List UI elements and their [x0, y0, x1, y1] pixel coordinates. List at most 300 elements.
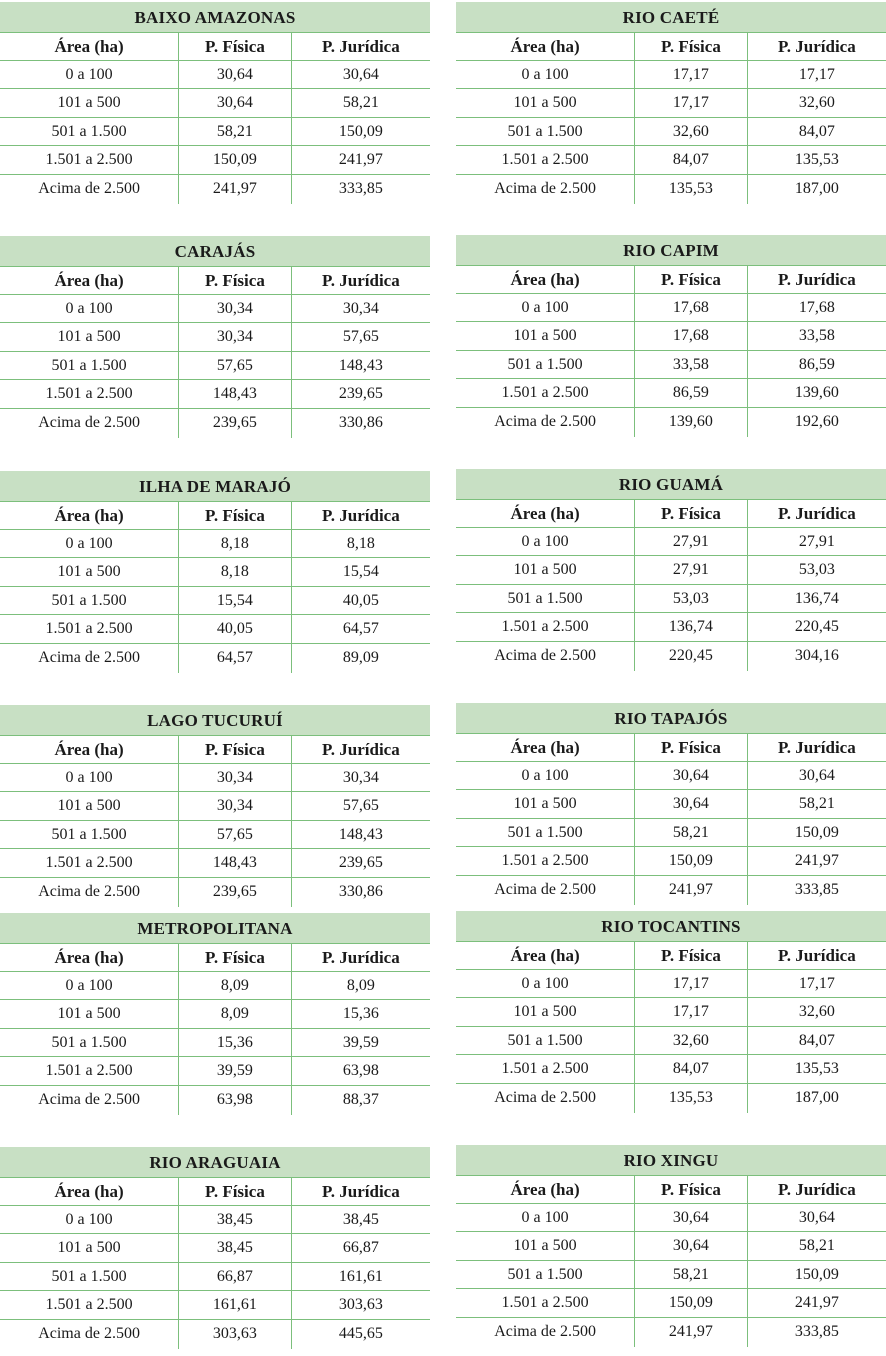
area-range-cell: 0 a 100 [65, 976, 113, 994]
region-table [456, 911, 886, 1113]
pessoa-juridica-cell: 239,65 [291, 380, 430, 408]
header-row [456, 32, 886, 61]
header-pessoa-juridica: P. Jurídica [747, 500, 886, 527]
header-pessoa-fisica: P. Física [634, 1176, 746, 1203]
pessoa-juridica-cell: 53,03 [747, 556, 886, 584]
pessoa-fisica-cell: 239,65 [178, 878, 290, 907]
pessoa-fisica-cell: 39,59 [178, 1057, 290, 1085]
pessoa-fisica-cell: 161,61 [178, 1291, 290, 1319]
pessoa-juridica-cell: 40,05 [291, 587, 430, 615]
pessoa-fisica-cell: 64,57 [178, 644, 290, 673]
table-row [0, 352, 430, 381]
pessoa-juridica-cell: 17,68 [747, 294, 886, 322]
table-row [456, 322, 886, 351]
table-row [456, 89, 886, 118]
pessoa-fisica-cell: 33,58 [634, 351, 746, 379]
region-table [0, 913, 430, 1115]
table-row [456, 146, 886, 175]
pessoa-fisica-cell: 27,91 [634, 528, 746, 556]
area-range-cell: 501 a 1.500 [507, 823, 583, 841]
pessoa-juridica-cell: 136,74 [747, 585, 886, 613]
area-range-cell: 1.501 a 2.500 [45, 385, 133, 403]
pessoa-fisica-cell: 58,21 [634, 1261, 746, 1289]
pessoa-juridica-cell: 64,57 [291, 615, 430, 643]
pessoa-fisica-cell: 30,34 [178, 792, 290, 820]
area-range-cell: 1.501 a 2.500 [45, 854, 133, 872]
area-range-cell: 101 a 500 [513, 561, 577, 579]
pessoa-fisica-cell: 8,09 [178, 1000, 290, 1028]
header-row [456, 941, 886, 970]
pessoa-fisica-cell: 17,17 [634, 89, 746, 117]
header-row [0, 501, 430, 530]
pessoa-fisica-cell: 135,53 [634, 1084, 746, 1113]
pessoa-fisica-cell: 57,65 [178, 352, 290, 380]
table-row [0, 61, 430, 90]
table-row [456, 528, 886, 557]
pessoa-juridica-cell: 139,60 [747, 379, 886, 407]
area-range-cell: 101 a 500 [57, 1239, 121, 1257]
pessoa-juridica-cell: 33,58 [747, 322, 886, 350]
area-range-cell: 0 a 100 [65, 299, 113, 317]
area-range-cell: 1.501 a 2.500 [501, 1294, 589, 1312]
header-pessoa-fisica: P. Física [178, 944, 290, 971]
pessoa-juridica-cell: 88,37 [291, 1086, 430, 1115]
pessoa-juridica-cell: 32,60 [747, 89, 886, 117]
table-row [0, 878, 430, 907]
region-table [456, 2, 886, 204]
table-row [0, 295, 430, 324]
pessoa-fisica-cell: 241,97 [178, 175, 290, 204]
header-pessoa-fisica: P. Física [178, 1178, 290, 1205]
area-range-cell: 101 a 500 [513, 1237, 577, 1255]
pessoa-fisica-cell: 15,54 [178, 587, 290, 615]
area-range-cell: 101 a 500 [57, 563, 121, 581]
area-range-cell: 101 a 500 [513, 327, 577, 345]
pessoa-fisica-cell: 32,60 [634, 1027, 746, 1055]
area-range-cell: 1.501 a 2.500 [501, 151, 589, 169]
table-row [0, 1291, 430, 1320]
table-row [456, 819, 886, 848]
area-range-cell: 501 a 1.500 [51, 1267, 127, 1285]
pessoa-juridica-cell: 192,60 [747, 408, 886, 437]
table-row [456, 1055, 886, 1084]
pessoa-fisica-cell: 148,43 [178, 380, 290, 408]
table-row [0, 849, 430, 878]
pessoa-juridica-cell: 330,86 [291, 409, 430, 438]
region-table [456, 703, 886, 905]
pessoa-fisica-cell: 30,64 [178, 89, 290, 117]
region-table [0, 236, 430, 438]
pessoa-fisica-cell: 8,18 [178, 530, 290, 558]
table-row [456, 351, 886, 380]
table-title: CARAJÁS [0, 236, 430, 266]
pessoa-juridica-cell: 150,09 [747, 819, 886, 847]
area-range-cell: 0 a 100 [65, 1210, 113, 1228]
pessoa-fisica-cell: 241,97 [634, 1318, 746, 1347]
header-pessoa-fisica: P. Física [178, 267, 290, 294]
area-range-cell: Acima de 2.500 [38, 1090, 140, 1108]
pessoa-juridica-cell: 30,64 [747, 762, 886, 790]
table-row [456, 1318, 886, 1347]
header-pessoa-juridica: P. Jurídica [747, 33, 886, 60]
area-range-cell: 501 a 1.500 [507, 122, 583, 140]
table-row [456, 970, 886, 999]
area-range-cell: Acima de 2.500 [494, 880, 596, 898]
table-row [0, 175, 430, 204]
pessoa-juridica-cell: 17,17 [747, 61, 886, 89]
pessoa-juridica-cell: 89,09 [291, 644, 430, 673]
pessoa-fisica-cell: 139,60 [634, 408, 746, 437]
pessoa-fisica-cell: 241,97 [634, 876, 746, 905]
header-row [456, 1175, 886, 1204]
header-pessoa-fisica: P. Física [634, 500, 746, 527]
area-range-cell: 0 a 100 [521, 974, 569, 992]
header-pessoa-fisica: P. Física [634, 33, 746, 60]
pessoa-fisica-cell: 30,64 [634, 1232, 746, 1260]
pessoa-fisica-cell: 30,64 [634, 1204, 746, 1232]
table-row [0, 1320, 430, 1349]
pessoa-fisica-cell: 17,17 [634, 970, 746, 998]
area-range-cell: 101 a 500 [513, 1003, 577, 1021]
table-title: RIO TAPAJÓS [456, 703, 886, 733]
area-range-cell: Acima de 2.500 [494, 646, 596, 664]
area-range-cell: 501 a 1.500 [51, 356, 127, 374]
pessoa-fisica-cell: 63,98 [178, 1086, 290, 1115]
table-row [456, 762, 886, 791]
pessoa-fisica-cell: 15,36 [178, 1029, 290, 1057]
area-range-cell: 0 a 100 [65, 768, 113, 786]
area-range-cell: Acima de 2.500 [494, 412, 596, 430]
area-range-cell: 101 a 500 [513, 795, 577, 813]
header-pessoa-juridica: P. Jurídica [291, 736, 430, 763]
header-area: Área (ha) [510, 738, 580, 757]
table-row [0, 764, 430, 793]
area-range-cell: 501 a 1.500 [507, 1265, 583, 1283]
pessoa-fisica-cell: 38,45 [178, 1206, 290, 1234]
area-range-cell: 1.501 a 2.500 [45, 620, 133, 638]
pessoa-juridica-cell: 30,64 [747, 1204, 886, 1232]
area-range-cell: 0 a 100 [521, 298, 569, 316]
area-range-cell: 1.501 a 2.500 [45, 151, 133, 169]
pessoa-fisica-cell: 303,63 [178, 1320, 290, 1349]
table-row [456, 1084, 886, 1113]
area-range-cell: Acima de 2.500 [38, 179, 140, 197]
area-range-cell: 501 a 1.500 [51, 1033, 127, 1051]
table-row [456, 585, 886, 614]
header-row [0, 943, 430, 972]
pessoa-fisica-cell: 84,07 [634, 1055, 746, 1083]
table-title: RIO XINGU [456, 1145, 886, 1175]
pessoa-fisica-cell: 17,68 [634, 322, 746, 350]
pessoa-juridica-cell: 57,65 [291, 792, 430, 820]
pessoa-fisica-cell: 17,17 [634, 998, 746, 1026]
table-row [0, 587, 430, 616]
pessoa-juridica-cell: 58,21 [747, 1232, 886, 1260]
area-range-cell: Acima de 2.500 [494, 1322, 596, 1340]
header-area: Área (ha) [510, 37, 580, 56]
area-range-cell: 101 a 500 [57, 1005, 121, 1023]
table-row [456, 408, 886, 437]
pessoa-juridica-cell: 57,65 [291, 323, 430, 351]
area-range-cell: 1.501 a 2.500 [45, 1062, 133, 1080]
table-row [456, 790, 886, 819]
header-area: Área (ha) [54, 1182, 124, 1201]
pessoa-juridica-cell: 239,65 [291, 849, 430, 877]
table-row [456, 175, 886, 204]
area-range-cell: 0 a 100 [65, 534, 113, 552]
pessoa-juridica-cell: 8,18 [291, 530, 430, 558]
area-range-cell: 0 a 100 [521, 532, 569, 550]
pessoa-juridica-cell: 39,59 [291, 1029, 430, 1057]
table-row [0, 821, 430, 850]
area-range-cell: 101 a 500 [57, 94, 121, 112]
pessoa-juridica-cell: 32,60 [747, 998, 886, 1026]
area-range-cell: Acima de 2.500 [38, 1324, 140, 1342]
pessoa-juridica-cell: 303,63 [291, 1291, 430, 1319]
pessoa-fisica-cell: 17,68 [634, 294, 746, 322]
pessoa-juridica-cell: 150,09 [291, 118, 430, 146]
pessoa-juridica-cell: 15,36 [291, 1000, 430, 1028]
header-row [0, 32, 430, 61]
pessoa-fisica-cell: 38,45 [178, 1234, 290, 1262]
area-range-cell: Acima de 2.500 [494, 1088, 596, 1106]
region-table [456, 469, 886, 671]
pessoa-juridica-cell: 148,43 [291, 352, 430, 380]
pessoa-fisica-cell: 58,21 [178, 118, 290, 146]
header-pessoa-juridica: P. Jurídica [291, 944, 430, 971]
table-row [456, 61, 886, 90]
header-area: Área (ha) [54, 271, 124, 290]
pessoa-fisica-cell: 53,03 [634, 585, 746, 613]
header-pessoa-juridica: P. Jurídica [291, 33, 430, 60]
table-title: LAGO TUCURUÍ [0, 705, 430, 735]
pessoa-fisica-cell: 239,65 [178, 409, 290, 438]
header-area: Área (ha) [54, 948, 124, 967]
pessoa-juridica-cell: 333,85 [747, 876, 886, 905]
table-row [0, 792, 430, 821]
header-row [456, 733, 886, 762]
pessoa-fisica-cell: 30,34 [178, 295, 290, 323]
pessoa-juridica-cell: 333,85 [291, 175, 430, 204]
table-row [456, 998, 886, 1027]
pessoa-fisica-cell: 8,09 [178, 972, 290, 1000]
table-row [0, 558, 430, 587]
pessoa-fisica-cell: 40,05 [178, 615, 290, 643]
pessoa-fisica-cell: 30,64 [178, 61, 290, 89]
area-range-cell: 1.501 a 2.500 [501, 852, 589, 870]
header-area: Área (ha) [54, 740, 124, 759]
table-title: RIO CAETÉ [456, 2, 886, 32]
pessoa-juridica-cell: 66,87 [291, 1234, 430, 1262]
pessoa-juridica-cell: 17,17 [747, 970, 886, 998]
area-range-cell: 501 a 1.500 [51, 591, 127, 609]
header-pessoa-fisica: P. Física [634, 266, 746, 293]
area-range-cell: 1.501 a 2.500 [501, 384, 589, 402]
area-range-cell: 1.501 a 2.500 [501, 618, 589, 636]
table-title: RIO CAPIM [456, 235, 886, 265]
header-row [0, 735, 430, 764]
header-area: Área (ha) [54, 506, 124, 525]
pessoa-fisica-cell: 58,21 [634, 819, 746, 847]
table-row [0, 323, 430, 352]
pessoa-juridica-cell: 8,09 [291, 972, 430, 1000]
table-row [0, 1029, 430, 1058]
header-pessoa-juridica: P. Jurídica [291, 1178, 430, 1205]
table-row [456, 556, 886, 585]
pessoa-juridica-cell: 241,97 [747, 847, 886, 875]
header-pessoa-fisica: P. Física [178, 502, 290, 529]
table-row [456, 118, 886, 147]
area-range-cell: 501 a 1.500 [51, 825, 127, 843]
pessoa-juridica-cell: 58,21 [291, 89, 430, 117]
header-pessoa-juridica: P. Jurídica [747, 942, 886, 969]
pessoa-fisica-cell: 150,09 [634, 847, 746, 875]
pessoa-juridica-cell: 135,53 [747, 146, 886, 174]
table-title: RIO TOCANTINS [456, 911, 886, 941]
region-table [456, 1145, 886, 1347]
pessoa-juridica-cell: 445,65 [291, 1320, 430, 1349]
table-row [0, 644, 430, 673]
pessoa-juridica-cell: 148,43 [291, 821, 430, 849]
table-row [456, 876, 886, 905]
table-row [0, 1206, 430, 1235]
pessoa-juridica-cell: 30,64 [291, 61, 430, 89]
header-area: Área (ha) [510, 504, 580, 523]
area-range-cell: 101 a 500 [513, 94, 577, 112]
pessoa-juridica-cell: 63,98 [291, 1057, 430, 1085]
table-row [0, 1263, 430, 1292]
area-range-cell: 101 a 500 [57, 328, 121, 346]
pessoa-fisica-cell: 150,09 [634, 1289, 746, 1317]
pessoa-juridica-cell: 241,97 [291, 146, 430, 174]
table-title: ILHA DE MARAJÓ [0, 471, 430, 501]
table-row [456, 1232, 886, 1261]
table-row [456, 379, 886, 408]
pessoa-fisica-cell: 30,34 [178, 323, 290, 351]
area-range-cell: 1.501 a 2.500 [501, 1060, 589, 1078]
table-row [456, 1289, 886, 1318]
pessoa-fisica-cell: 66,87 [178, 1263, 290, 1291]
header-row [456, 499, 886, 528]
header-pessoa-juridica: P. Jurídica [291, 267, 430, 294]
header-pessoa-juridica: P. Jurídica [747, 734, 886, 761]
table-row [0, 972, 430, 1001]
pessoa-fisica-cell: 57,65 [178, 821, 290, 849]
pessoa-fisica-cell: 32,60 [634, 118, 746, 146]
pessoa-fisica-cell: 27,91 [634, 556, 746, 584]
pessoa-fisica-cell: 150,09 [178, 146, 290, 174]
table-row [0, 1057, 430, 1086]
pessoa-juridica-cell: 30,34 [291, 764, 430, 792]
pessoa-fisica-cell: 136,74 [634, 613, 746, 641]
header-pessoa-fisica: P. Física [178, 33, 290, 60]
pessoa-juridica-cell: 27,91 [747, 528, 886, 556]
table-row [0, 1234, 430, 1263]
pessoa-fisica-cell: 135,53 [634, 175, 746, 204]
pessoa-fisica-cell: 30,64 [634, 762, 746, 790]
area-range-cell: 501 a 1.500 [51, 122, 127, 140]
table-row [456, 642, 886, 671]
area-range-cell: 1.501 a 2.500 [45, 1296, 133, 1314]
header-pessoa-juridica: P. Jurídica [747, 1176, 886, 1203]
table-title: RIO GUAMÁ [456, 469, 886, 499]
pessoa-fisica-cell: 84,07 [634, 146, 746, 174]
pessoa-fisica-cell: 86,59 [634, 379, 746, 407]
header-pessoa-fisica: P. Física [634, 942, 746, 969]
pessoa-juridica-cell: 38,45 [291, 1206, 430, 1234]
table-row [456, 1204, 886, 1233]
header-row [0, 266, 430, 295]
table-title: BAIXO AMAZONAS [0, 2, 430, 32]
pessoa-juridica-cell: 150,09 [747, 1261, 886, 1289]
header-row [456, 265, 886, 294]
pessoa-fisica-cell: 17,17 [634, 61, 746, 89]
pessoa-fisica-cell: 220,45 [634, 642, 746, 671]
header-pessoa-juridica: P. Jurídica [291, 502, 430, 529]
area-range-cell: 0 a 100 [521, 1208, 569, 1226]
pessoa-juridica-cell: 161,61 [291, 1263, 430, 1291]
region-table [0, 2, 430, 204]
pessoa-juridica-cell: 241,97 [747, 1289, 886, 1317]
pessoa-juridica-cell: 86,59 [747, 351, 886, 379]
header-area: Área (ha) [510, 946, 580, 965]
table-row [0, 89, 430, 118]
pessoa-juridica-cell: 84,07 [747, 1027, 886, 1055]
region-table [0, 471, 430, 673]
region-table [0, 705, 430, 907]
area-range-cell: 0 a 100 [65, 65, 113, 83]
area-range-cell: 501 a 1.500 [507, 1031, 583, 1049]
area-range-cell: 0 a 100 [521, 65, 569, 83]
header-area: Área (ha) [510, 270, 580, 289]
header-area: Área (ha) [510, 1180, 580, 1199]
pessoa-juridica-cell: 135,53 [747, 1055, 886, 1083]
area-range-cell: Acima de 2.500 [38, 413, 140, 431]
area-range-cell: 501 a 1.500 [507, 589, 583, 607]
table-row [0, 146, 430, 175]
table-row [0, 409, 430, 438]
pessoa-juridica-cell: 15,54 [291, 558, 430, 586]
area-range-cell: Acima de 2.500 [38, 882, 140, 900]
table-row [0, 1086, 430, 1115]
table-row [456, 847, 886, 876]
pessoa-juridica-cell: 220,45 [747, 613, 886, 641]
table-row [0, 380, 430, 409]
pessoa-fisica-cell: 30,34 [178, 764, 290, 792]
region-table [456, 235, 886, 437]
table-row [456, 294, 886, 323]
pessoa-fisica-cell: 148,43 [178, 849, 290, 877]
pessoa-juridica-cell: 58,21 [747, 790, 886, 818]
pessoa-fisica-cell: 8,18 [178, 558, 290, 586]
area-range-cell: 0 a 100 [521, 766, 569, 784]
header-pessoa-fisica: P. Física [178, 736, 290, 763]
area-range-cell: Acima de 2.500 [38, 648, 140, 666]
header-row [0, 1177, 430, 1206]
pessoa-juridica-cell: 187,00 [747, 175, 886, 204]
header-pessoa-fisica: P. Física [634, 734, 746, 761]
area-range-cell: 501 a 1.500 [507, 355, 583, 373]
pessoa-juridica-cell: 30,34 [291, 295, 430, 323]
pessoa-juridica-cell: 330,86 [291, 878, 430, 907]
table-row [0, 615, 430, 644]
table-row [456, 1261, 886, 1290]
region-table [0, 1147, 430, 1349]
pessoa-juridica-cell: 333,85 [747, 1318, 886, 1347]
pessoa-juridica-cell: 304,16 [747, 642, 886, 671]
pessoa-fisica-cell: 30,64 [634, 790, 746, 818]
pessoa-juridica-cell: 187,00 [747, 1084, 886, 1113]
